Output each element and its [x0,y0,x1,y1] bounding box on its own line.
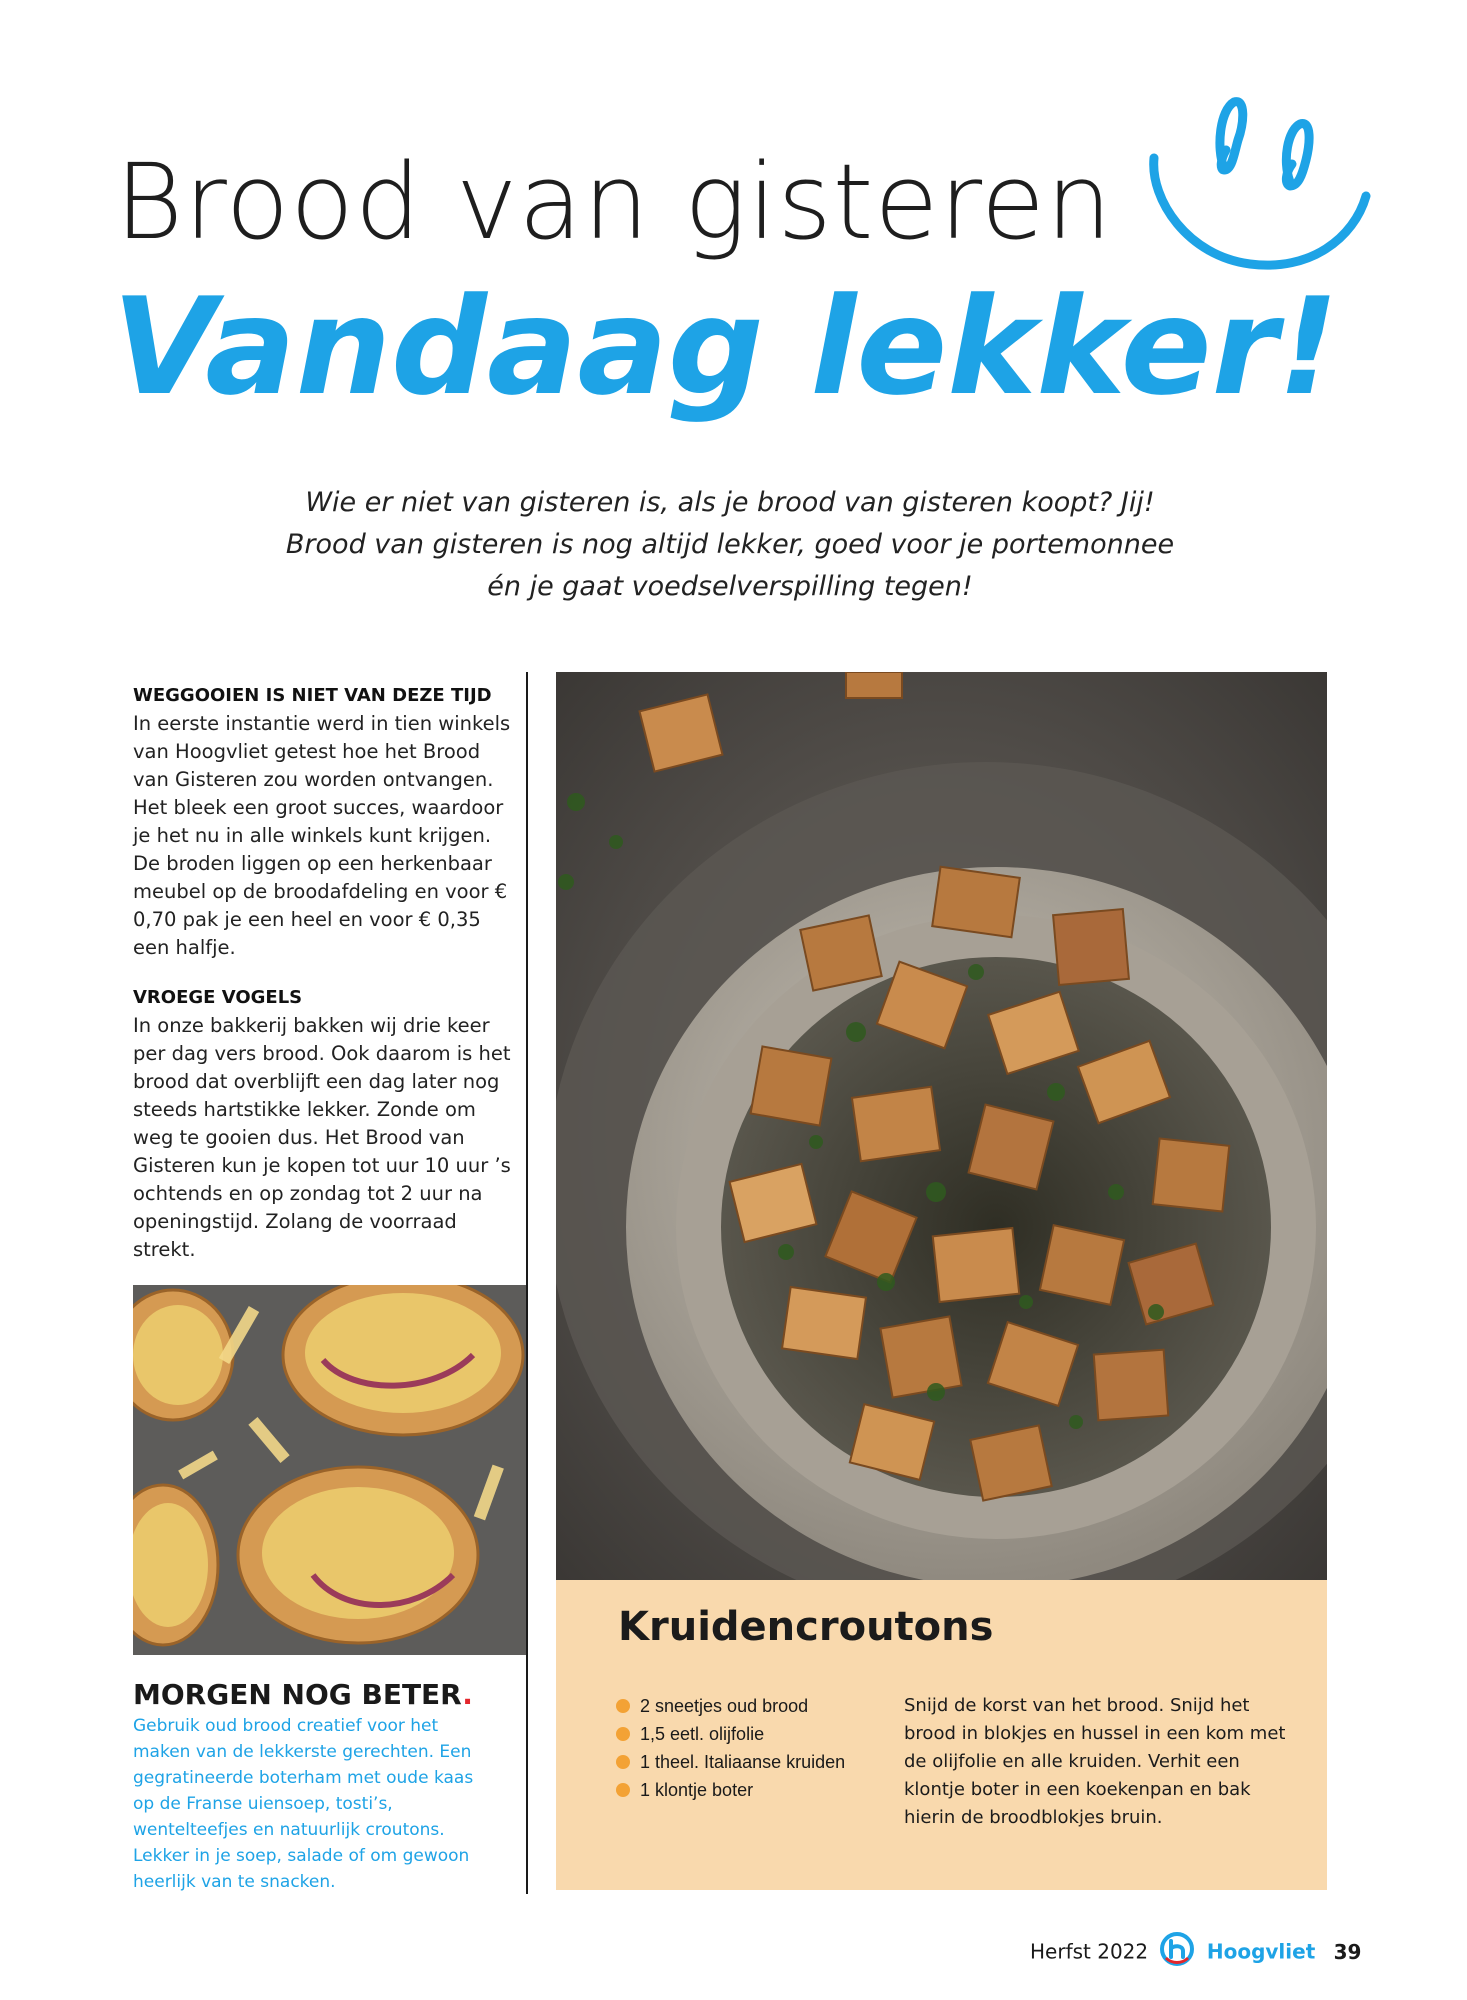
bullet-dot-icon [616,1699,630,1713]
bullet-dot-icon [616,1755,630,1769]
footer-season: Herfst 2022 [1030,1939,1149,1964]
ingredient-item: 2 sneetjes oud brood [616,1692,876,1720]
intro-line-2: Brood van gisteren is nog altijd lekker, goed voor je portemonnee [285,529,1175,560]
section-body-weggooien: In eerste instantie werd in tien winkels van Hoogvliet getest hoe het Brood van Gisteren zou worden ontvangen. Het bleek een groot succes, waardoor je het nu in alle winkels kunt krijgen. De broden liggen op een herkenbaar meubel op de broodafdeling en voor € 0,70 pak je een heel en voor € 0,35 een halfje. [133,712,511,959]
ingredient-item: 1,5 eetl. olijfolie [616,1720,876,1748]
morgen-nog-beter-body: Gebruik oud brood creatief voor het maken van de lekkerste gerechten. Een gegratineerde boterham met oude kaas op de Franse uiensoep, tosti’s, wentelteefjes en natuurlijk croutons. Lekker in je soep, salade of om gewoon heerlijk van te snacken. [133,1716,474,1892]
hoogvliet-logo-icon [1160,1932,1194,1971]
section-body-vroege-vogels: In onze bakkerij bakken wij drie keer per dag vers brood. Ook daarom is het brood dat overblijft een dag later nog steeds hartstikke lekker. Zonde om weg te gooien dus. Het Brood van Gisteren kun je kopen tot uur 10 uur ’s ochtends en op zondag tot 2 uur na openingstijd. Zolang de voorraad strekt. [133,1014,511,1261]
intro-line-1: Wie er niet van gisteren is, als je brood van gisteren koopt? Jij! [305,487,1155,518]
bullet-dot-icon [616,1783,630,1797]
croutons-bowl-photo [556,672,1327,1580]
bullet-dot-icon [616,1727,630,1741]
intro-text [270,482,1190,608]
hoogvliet-logo-text: Hoogvliet [1206,1939,1316,1964]
gratinated-bread-photo [133,1285,526,1655]
page-number: 39 [1333,1939,1362,1964]
page-footer [1030,1932,1361,1972]
intro-line-3: én je gaat voedselverspilling tegen! [487,571,973,602]
red-dot: . [462,1678,473,1711]
title-line-2: Vandaag lekker! [112,269,1339,425]
recipe-box [556,1580,1327,1890]
recipe-title: Kruidencroutons [618,1604,994,1650]
smiley-face-icon [1140,88,1380,288]
ingredient-item: 1 klontje boter [616,1776,876,1804]
column-divider [526,672,528,1894]
section-heading-weggooien: WEGGOOIEN IS NIET VAN DEZE TIJD [133,685,492,706]
title-line-1: Brood van gisteren [115,141,1113,263]
recipe-instructions: Snijd de korst van het brood. Snijd het brood in blokjes en hussel in een kom met de olijfolie en alle kruiden. Verhit een klontje boter in een koekenpan en bak hierin de broodblokjes bruin. [904,1695,1286,1828]
ingredient-list [616,1692,876,1804]
section-heading-vroege-vogels: VROEGE VOGELS [133,987,303,1008]
ingredient-item: 1 theel. Italiaanse kruiden [616,1748,876,1776]
morgen-nog-beter-title: MORGEN NOG BETER. [133,1678,473,1711]
left-column [133,682,513,1286]
